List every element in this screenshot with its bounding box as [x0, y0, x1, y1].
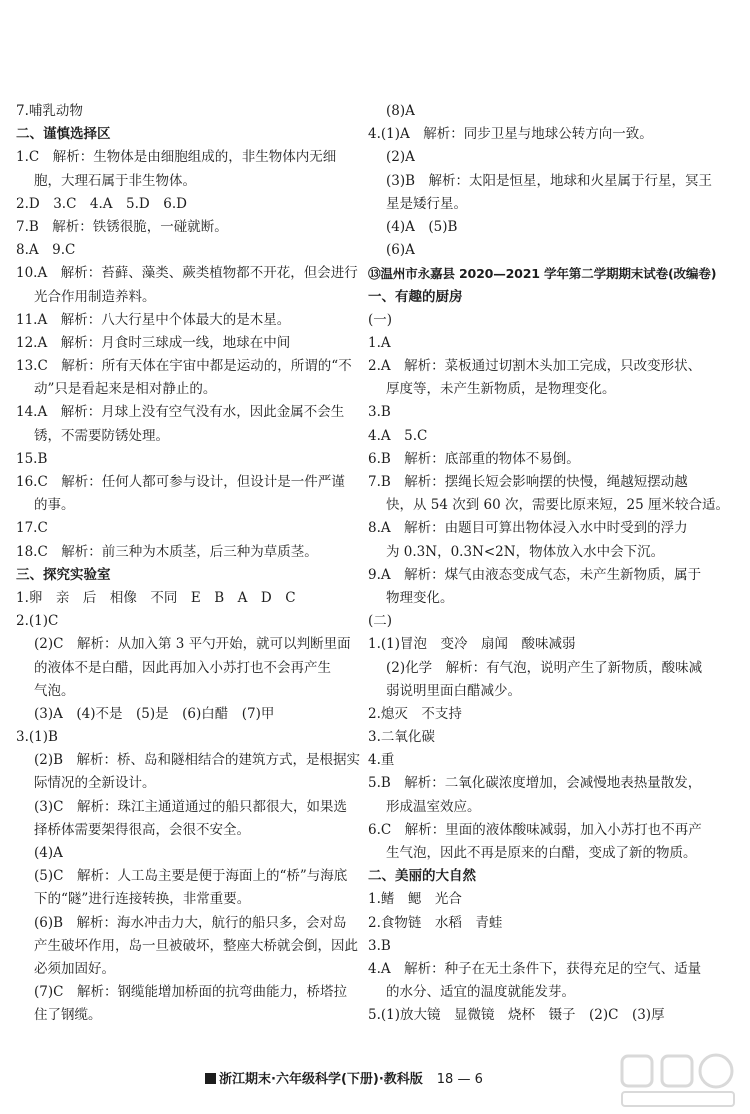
answer-line: 15.B: [16, 450, 48, 467]
answer-line: 1.卵 亲 后 相像 不同 E B A D C: [16, 589, 296, 606]
answer-line: 13.C 解析：所有天体在宇宙中都是运动的，所谓的“不: [16, 358, 352, 375]
answer-line: (5)C 解析：人工岛主要是便于海面上的“桥”与海底: [34, 868, 348, 885]
answer-line: 8.A 9.C: [16, 242, 76, 259]
page-number: 18 — 6: [436, 1072, 483, 1087]
answer-line: 锈，不需要防锈处理。: [34, 427, 169, 444]
answer-line: 1.C 解析：生物体是由细胞组成的，非生物体内无细: [16, 149, 337, 166]
answer-line: 胞，大理石属于非生物体。: [34, 172, 196, 189]
answer-line: (一): [368, 311, 393, 328]
answer-line: 2.A 解析：菜板通过切割木头加工完成，只改变形状、: [368, 358, 702, 375]
exam-title: ⑬温州市永嘉县 2020—2021 学年第二学期期末试卷(改编卷): [368, 266, 717, 282]
footer-label: 浙江期末·六年级科学(下册)·教科版: [219, 1072, 423, 1087]
answer-line: 1.(1)冒泡 变冷 扇闻 酸味减弱: [368, 636, 576, 653]
answer-line: 6.B 解析：底部重的物体不易倒。: [368, 450, 580, 467]
answer-line: 7.B 解析：摆绳长短会影响摆的快慢，绳越短摆动越: [368, 474, 688, 490]
answer-line: 的事。: [34, 497, 75, 514]
answer-line: 气泡。: [34, 682, 75, 699]
page-footer: [205, 1068, 483, 1087]
answer-line: 12.A 解析：月食时三球成一线，地球在中间: [16, 334, 291, 351]
answer-line: (2)化学 解析：有气泡，说明产生了新物质，酸味减: [386, 659, 703, 676]
right-column: [368, 100, 738, 1028]
answer-line: 住了钢缆。: [34, 1007, 102, 1024]
section-heading: 二、谨慎选择区: [16, 126, 111, 143]
answer-line: 下的“隧”进行连接转换，非常重要。: [34, 891, 251, 908]
section-heading: 三、探究实验室: [16, 566, 111, 583]
answer-line: 3.二氧化碳: [368, 729, 435, 746]
answer-line: 3.(1)B: [16, 729, 58, 746]
answer-line: 际情况的全新设计。: [34, 775, 156, 792]
answer-line: 星是矮行星。: [386, 195, 467, 212]
answer-line: 16.C 解析：任何人都可参与设计，但设计是一件严谨: [16, 474, 345, 490]
answer-line: 7.B 解析：铁锈很脆，一碰就断。: [16, 218, 228, 235]
answer-line: 5.(1)放大镜 显微镜 烧杯 镊子 (2)C (3)厚: [368, 1007, 665, 1024]
answer-line: 18.C 解析：前三种为木质茎，后三种为草质茎。: [16, 543, 318, 560]
answer-line: 弱说明里面白醋减少。: [386, 682, 521, 699]
answer-line: 11.A 解析：八大行星中个体最大的是木星。: [16, 311, 291, 328]
answer-line: 产生破坏作用，岛一旦被破坏，整座大桥就会倒，因此: [34, 937, 358, 954]
answer-line: 3.B: [368, 404, 391, 421]
answer-line: 6.C 解析：里面的液体酸味减弱，加入小苏打也不再产: [368, 821, 702, 838]
answer-line: 3.B: [368, 937, 391, 954]
answer-line: 4.(1)A 解析：同步卫星与地球公转方向一致。: [368, 126, 653, 143]
answer-line: (二): [368, 613, 393, 630]
answer-line: 2.食物链 水稻 青蛙: [368, 914, 503, 931]
answer-line: 的水分、适宜的温度就能发芽。: [386, 984, 575, 1001]
answer-line: 生气泡，因此不再是原来的白醋，变成了新的物质。: [386, 845, 697, 861]
answer-line: 必须加固好。: [34, 960, 115, 977]
answer-line: (3)B 解析：太阳是恒星，地球和火星属于行星，冥王: [386, 172, 713, 189]
answer-line: 1.鳍 鳃 光合: [368, 891, 462, 908]
answer-line: 7.哺乳动物: [16, 103, 83, 119]
answer-line: 2.熄灭 不支持: [368, 705, 462, 722]
answer-line: 14.A 解析：月球上没有空气没有水，因此金属不会生: [16, 404, 345, 421]
answer-line: (6)A: [386, 242, 415, 259]
watermark-logo-icon: [618, 1052, 738, 1110]
answer-line: 2.(1)C: [16, 613, 59, 630]
answer-line: 厚度等，未产生新物质，是物理变化。: [386, 381, 616, 398]
answer-line: (3)A (4)不是 (5)是 (6)白醋 (7)甲: [34, 705, 275, 722]
answer-line: 4.A 5.C: [368, 427, 428, 444]
answer-line: (8)A: [386, 103, 415, 119]
answer-line: 2.D 3.C 4.A 5.D 6.D: [16, 195, 187, 212]
answer-line: 10.A 解析：苔藓、藻类、蕨类植物都不开花，但会进行: [16, 265, 358, 282]
answer-line: (6)B 解析：海水冲击力大，航行的船只多，会对岛: [34, 914, 347, 931]
answer-line: 4.A 解析：种子在无土条件下，获得充足的空气、适量: [368, 960, 702, 977]
answer-line: 物理变化。: [386, 589, 454, 606]
answer-line: (2)C 解析：从加入第 3 平勺开始，就可以判断里面: [34, 636, 351, 653]
answer-line: 17.C: [16, 520, 48, 537]
answer-line: (2)B 解析：桥、岛和隧相结合的建筑方式，是根据实: [34, 752, 361, 769]
answer-line: 形成温室效应。: [386, 798, 481, 815]
answer-line: 4.重: [368, 752, 395, 769]
answer-line: 择桥体需要架得很高，会很不安全。: [34, 821, 250, 838]
answer-line: 动”只是看起来是相对静止的。: [34, 381, 217, 398]
answer-line: 光合作用制造养料。: [34, 288, 156, 305]
answer-line: (7)C 解析：钢缆能增加桥面的抗弯曲能力，桥塔拉: [34, 984, 347, 1001]
answer-line: 8.A 解析：由题目可算出物体浸入水中时受到的浮力: [368, 520, 688, 537]
answer-line: 为 0.3N，0.3N<2N，物体放入水中会下沉。: [386, 543, 665, 560]
answer-line: 1.A: [368, 334, 391, 351]
left-column: [16, 100, 361, 1028]
answer-line: 的液体不是白醋，因此再加入小苏打也不会再产生: [34, 659, 331, 676]
answer-line: (4)A: [34, 845, 63, 861]
section-heading: 二、美丽的大自然: [368, 868, 476, 885]
answer-line: (4)A (5)B: [386, 218, 458, 235]
answer-line: (2)A: [386, 149, 415, 166]
answer-line: 9.A 解析：煤气由液态变成气态，未产生新物质，属于: [368, 566, 702, 583]
footer-square-icon: [205, 1073, 216, 1084]
answer-line: 5.B 解析：二氧化碳浓度增加，会减慢地表热量散发，: [368, 775, 702, 792]
section-heading: 一、有趣的厨房: [368, 288, 463, 305]
answer-line: (3)C 解析：珠江主通道通过的船只都很大，如果选: [34, 798, 347, 815]
answer-line: 快，从 54 次到 60 次，需要比原来短，25 厘米较合适。: [386, 497, 729, 514]
